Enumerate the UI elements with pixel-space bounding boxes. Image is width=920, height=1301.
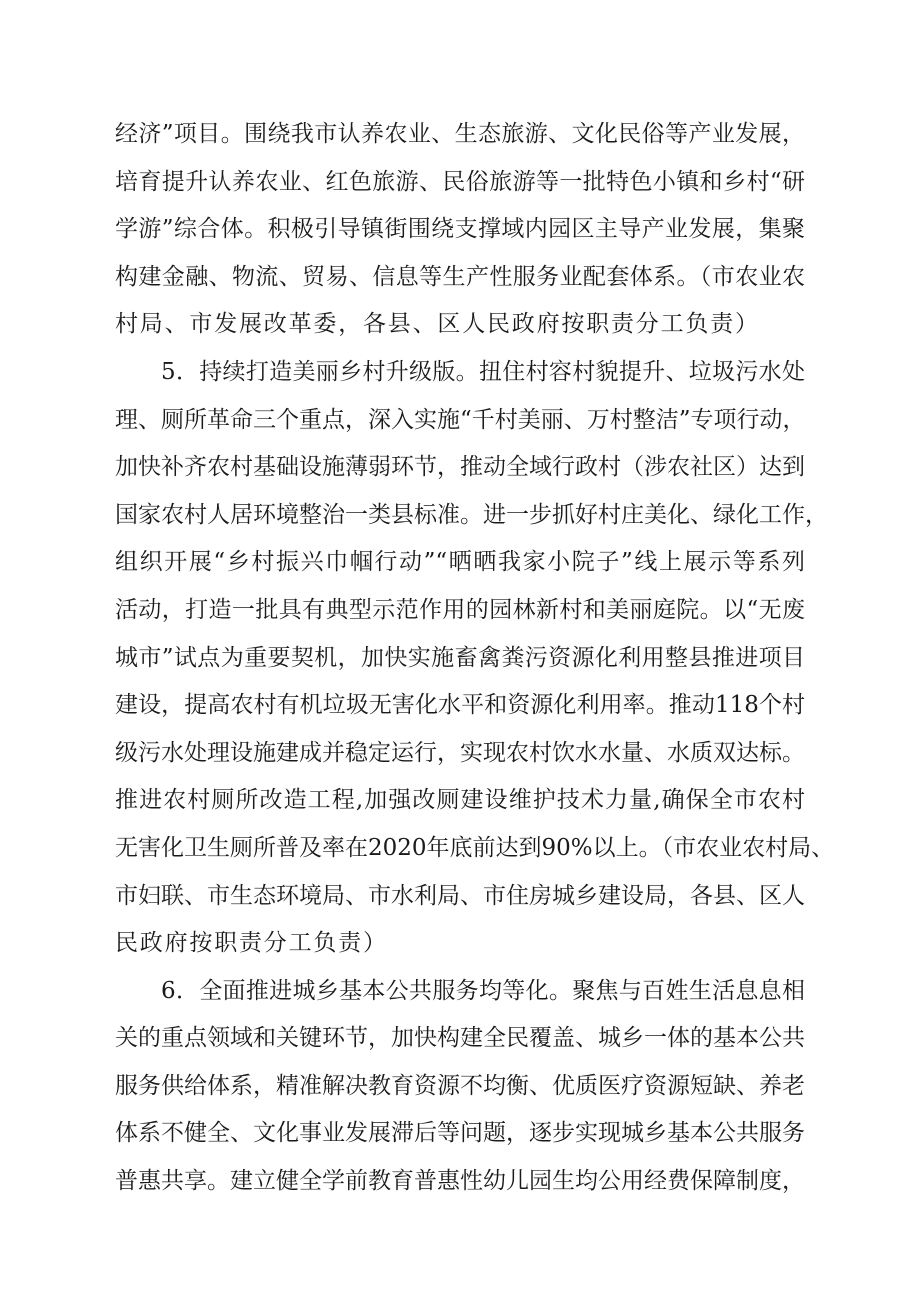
text-line: 无害化卫生厕所普及率在2020年底前达到90%以上。（市农业农村局、 xyxy=(115,834,835,861)
text-line: 活动，打造一批具有典型示范作用的园林新村和美丽庭院。以“无废 xyxy=(115,596,805,623)
section-6-heading-line: 6．全面推进城乡基本公共服务均等化。聚焦与百姓生活息息相 xyxy=(161,977,805,1004)
text-line: 普惠共享。建立健全学前教育普惠性幼儿园生均公用经费保障制度， xyxy=(115,1168,805,1195)
text-line: 村局、市发展改革委，各县、区人民政府按职责分工负责） xyxy=(115,311,760,338)
section-5-heading-line: 5．持续打造美丽乡村升级版。扭住村容村貌提升、垃圾污水处 xyxy=(161,358,805,385)
text-line: 组织开展“乡村振兴巾帼行动”“晒晒我家小院子”线上展示等系列 xyxy=(115,549,805,576)
text-line: 城市”试点为重要契机，加快实施畜禽粪污资源化利用整县推进项目 xyxy=(115,644,805,671)
text-line: 民政府按职责分工负责） xyxy=(115,930,388,957)
text-line: 关的重点领域和关键环节，加快构建全民覆盖、城乡一体的基本公共 xyxy=(115,1025,805,1052)
text-line: 培育提升认养农业、红色旅游、民俗旅游等一批特色小镇和乡村“研 xyxy=(115,168,805,195)
text-line: 经济”项目。围绕我市认养农业、生态旅游、文化民俗等产业发展， xyxy=(115,121,805,147)
text-line: 服务供给体系，精准解决教育资源不均衡、优质医疗资源短缺、养老 xyxy=(115,1072,805,1099)
text-line: 学游”综合体。积极引导镇街围绕支撑域内园区主导产业发展，集聚 xyxy=(115,216,805,243)
document-body xyxy=(115,111,835,1206)
text-line: 国家农村人居环境整治一类县标准。进一步抓好村庄美化、绿化工作， xyxy=(115,501,828,528)
text-line: 体系不健全、文化事业发展滞后等问题，逐步实现城乡基本公共服务 xyxy=(115,1120,805,1147)
text-line: 加快补齐农村基础设施薄弱环节，推动全域行政村（涉农社区）达到 xyxy=(115,454,805,481)
text-line: 推进农村厕所改造工程,加强改厕建设维护技术力量,确保全市农村 xyxy=(115,787,805,814)
text-line: 市妇联、市生态环境局、市水利局、市住房城乡建设局，各县、区人 xyxy=(115,882,805,909)
text-line: 级污水处理设施建成并稳定运行，实现农村饮水水量、水质双达标。 xyxy=(115,739,805,766)
text-line: 构建金融、物流、贸易、信息等生产性服务业配套体系。（市农业农 xyxy=(115,263,805,290)
text-line: 建设，提高农村有机垃圾无害化水平和资源化利用率。推动118个村 xyxy=(115,692,805,719)
text-line: 理、厕所革命三个重点，深入实施“千村美丽、万村整洁”专项行动， xyxy=(115,406,806,433)
